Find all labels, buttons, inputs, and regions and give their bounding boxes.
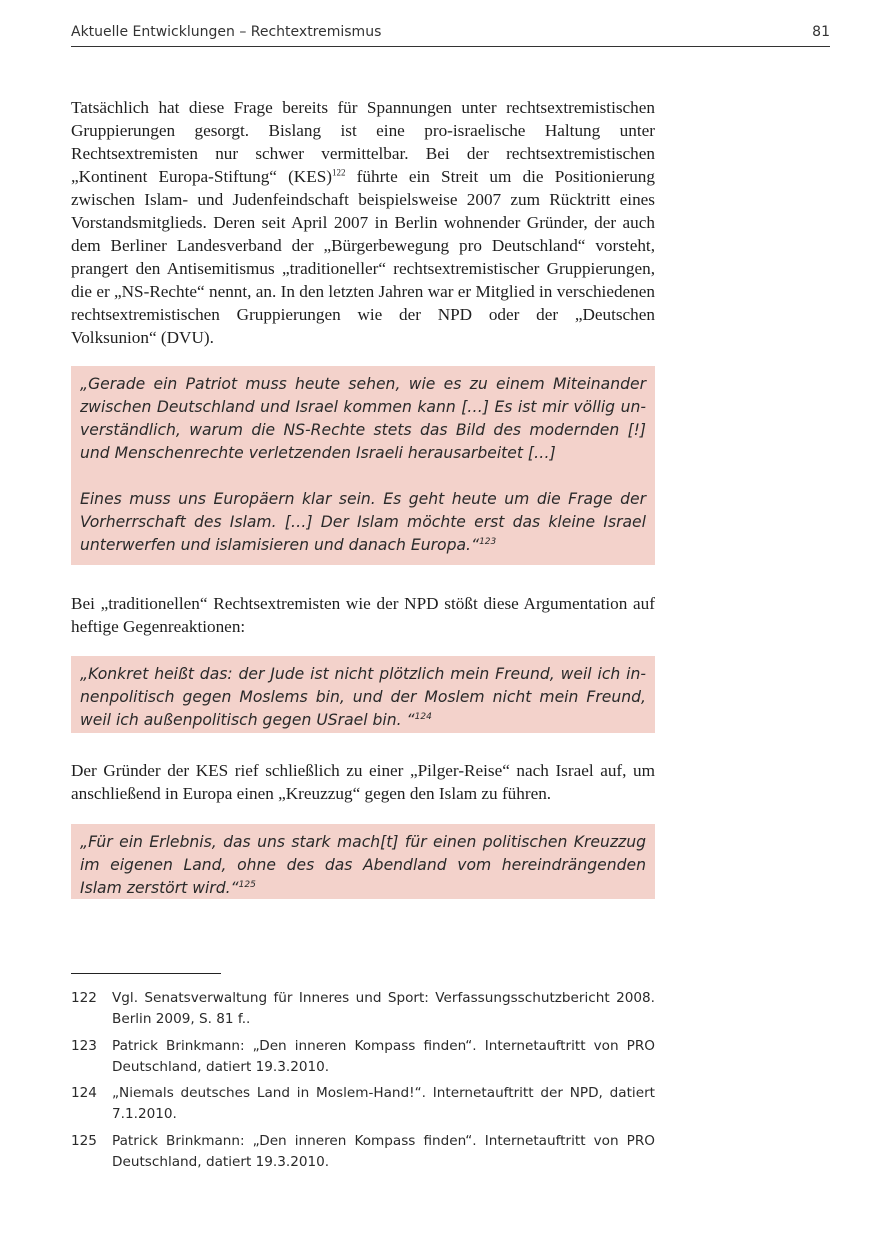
footnote-number: 123 [71, 1037, 97, 1054]
footnote-number: 125 [71, 1132, 97, 1149]
footnote-number: 122 [71, 990, 97, 1006]
quote-text-part: „Für ein Erlebnis, das uns stark mach[t] für einen politischen Kreuzzug im eigenen Land, ohne des das Abendland vom hereindrängenden Islam zerstört wird.“ [80, 833, 646, 897]
footnote-text: „Niemals deutsches Land in Moslem-Hand!“. Internetauftritt der NPD, datiert 7.1.2010. [112, 1085, 655, 1122]
footnote-number: 124 [71, 1085, 97, 1101]
footnote [71, 988, 655, 1030]
footnote [71, 1131, 655, 1173]
quote-block [71, 656, 655, 733]
quote-text-part: Eines muss uns Europäern klar sein. Es geht heute um die Frage der Vorherrschaft des Islam. […] Der Islam möchte erst das kleine Israel unterwerfen und islamisieren und danach Europa.“ [80, 490, 646, 554]
footnote-reference[interactable]: 122 [332, 167, 346, 178]
header-title: Aktuelle Entwicklungen – Rechtextremismus [71, 24, 382, 40]
body-paragraph [71, 96, 655, 349]
footnote-reference[interactable]: 123 [479, 536, 497, 547]
footnote-separator [71, 973, 221, 974]
footnotes-section [71, 988, 655, 1178]
footnote-reference[interactable]: 125 [238, 879, 256, 890]
body-paragraph: Bei „traditionellen“ Rechtsextremisten wie der NPD stößt diese Argumentation auf heftige Gegenreaktionen: [71, 594, 655, 636]
body-paragraph: Der Gründer der KES rief schließlich zu einer „Pilger-Reise“ nach Israel auf, um anschließend in Europa einen „Kreuzzug“ gegen den Islam zu führen. [71, 761, 655, 803]
quote-block [71, 366, 655, 565]
quote-text [80, 831, 646, 900]
running-header [71, 22, 830, 47]
quote-text [80, 663, 646, 732]
quote-block [71, 824, 655, 899]
footnote-text: Patrick Brinkmann: „Den inneren Kompass finden“. Internetauftritt von PRO Deutschland, datiert 19.3.2010. [112, 1037, 655, 1075]
footnote [71, 1036, 655, 1078]
footnote-text: Vgl. Senatsverwaltung für Inneres und Sport: Verfassungsschutzbericht 2008. Berlin 2009, S. 81 f.. [112, 990, 655, 1027]
paragraph-text: Tatsächlich hat diese Frage bereits für Spannungen unter rechtsextremistischen Gruppierungen gesorgt. Bislang ist eine pro-israelische Haltung unter Rechtsextremisten nur schwer vermittelbar. Bei der rechtsextremistischen „Kontinent Europa-Stiftung“ (KES) [71, 98, 655, 186]
quote-text [80, 488, 646, 557]
footnote [71, 1083, 655, 1125]
quote-text: „Gerade ein Patriot muss heute sehen, wie es zu einem Miteinander zwischen Deutschland und Israel kommen kann […] Es ist mir völlig unverständlich, warum die NS-Rechte stets das Bild des modernden [!] und Menschenrechte verletzenden Israeli herausarbeitet […] [80, 375, 646, 462]
page-number: 81 [812, 24, 830, 40]
paragraph-text: führte ein Streit um die Positionierung zwischen Islam- und Judenfeindschaft beispielsweise 2007 zum Rücktritt eines Vorstandsmitglieds. Deren seit April 2007 in Berlin wohnender Gründer, der auch dem Berliner Landesverband der „Bürgerbewegung pro Deutschland“ vorsteht, prangert den Antisemitismus „traditioneller“ rechtsextremistischer Gruppierungen, die er „NS-Rechte“ nennt, an. In den letzten Jahren war er Mitglied in verschiedenen rechtsextremistischen Gruppierungen wie der NPD oder der „Deutschen Volksunion“ (DVU). [71, 167, 655, 347]
footnote-text: Patrick Brinkmann: „Den inneren Kompass finden“. Internetauftritt von PRO Deutschland, datiert 19.3.2010. [112, 1132, 655, 1170]
footnote-reference[interactable]: 124 [414, 711, 432, 722]
quote-text-part: „Konkret heißt das: der Jude ist nicht plötzlich mein Freund, weil ich innenpolitisch gegen Moslems bin, und der Moslem nicht mein Freund, weil ich außenpolitisch gegen USrael bin. “ [80, 665, 646, 729]
